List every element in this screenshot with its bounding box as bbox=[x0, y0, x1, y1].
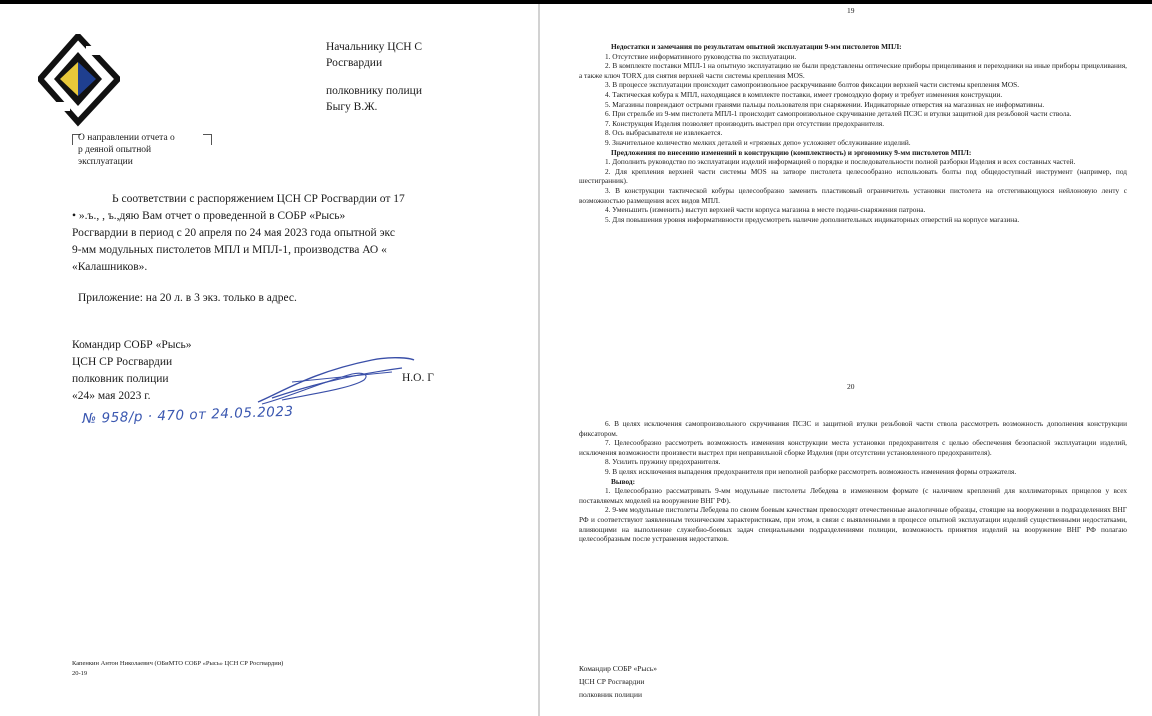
subject-line: О направлении отчета о bbox=[78, 133, 175, 143]
report-signer-line: ЦСН СР Росгвардии bbox=[579, 677, 645, 686]
report-paragraph: 1. Целесообразно рассматривать 9-мм модульные пистолеты Лебедева в измененном формате (с наличием креплений для коллиматорных прицелов у всех поставляемых моделей на вооружение ВНГ РФ). bbox=[579, 486, 1127, 505]
report-signer-line: полковник полиции bbox=[579, 690, 642, 699]
report-paragraph: 2. В комплекте поставки МПЛ-1 на опытную эксплуатацию не были представлены оптические приборы прицеливания и переходники на иные приборы прицеливания, а также ключ TORX для снятия верхней части системы крепления MOS. bbox=[579, 61, 1127, 80]
section-heading: Недостатки и замечания по результатам опытной эксплуатации 9-мм пистолетов МПЛ: bbox=[611, 42, 902, 51]
page-number-mid: 20 bbox=[847, 382, 855, 391]
signer-line: «24» мая 2023 г. bbox=[72, 390, 151, 402]
report-paragraph: 9. В целях исключения выпадения предохранителя при неполной разборке рассмотреть возможность изменения формы отражателя. bbox=[605, 466, 1017, 476]
subject-line: эксплуатации bbox=[78, 157, 133, 167]
page-divider bbox=[538, 4, 540, 716]
proposals-conclusion-section bbox=[579, 419, 1127, 544]
report-paragraph: 3. В процессе эксплуатации происходит самопроизвольное раскручивание болтов фиксации верхней части системы крепления MOS. bbox=[605, 80, 1020, 90]
report-signer-block bbox=[579, 662, 657, 701]
addressee-line: полковнику полици bbox=[326, 85, 422, 97]
report-paragraph: 5. Магазины повреждают острыми гранями пальцы пользователя при снаряжении. Индикаторные отверстия на магазинах не информативны. bbox=[605, 99, 1045, 109]
shortcomings-section bbox=[579, 42, 1127, 224]
report-paragraph: 3. В конструкции тактической кобуры целесообразно заменить пластиковый ограничитель установки пистолета на отстегивающуюся нейлоновую ленту с возможностью размещения всех видов МПЛ. bbox=[579, 185, 1127, 205]
report-paragraph: 8. Ось выбрасывателя не извлекается. bbox=[605, 128, 723, 138]
subject-line: р деяной опытной bbox=[78, 145, 152, 155]
report-paragraph: 7. Конструкция Изделия позволяет производить выстрел при отсутствии предохранителя. bbox=[605, 118, 885, 128]
signer-block bbox=[72, 337, 192, 405]
body-line: 9-мм модульных пистолетов МПЛ и МПЛ-1, производства АО « bbox=[72, 244, 387, 256]
subject-block bbox=[78, 132, 175, 168]
addressee-line: Росгвардии bbox=[326, 56, 383, 69]
executor-block bbox=[72, 659, 283, 679]
appendix-line: Приложение: на 20 л. в 3 экз. только в адрес. bbox=[78, 292, 297, 304]
subject-bracket-right bbox=[203, 134, 212, 145]
body-line: «Калашников». bbox=[72, 261, 148, 273]
body-line: • ».ъ., , ъ.,дяю Вам отчет о проведенной в СОБР «Рысь» bbox=[72, 210, 346, 222]
report-paragraph: 4. Тактическая кобура к МПЛ, находящаяся в комплекте поставки, имеет громоздкую форму и требует изменения конструкции. bbox=[605, 89, 1003, 99]
section-heading: Предложения по внесению изменений в конструкцию (комплектность) и эргономику 9-мм пистолетов МПЛ: bbox=[611, 147, 972, 157]
signer-line: полковник полиции bbox=[72, 373, 169, 385]
report-paragraph: 1. Дополнить руководство по эксплуатации изделий информацией о порядке и последовательности полной разборки Изделия и всех составных частей. bbox=[605, 157, 1076, 167]
report-pages bbox=[541, 4, 1152, 716]
report-paragraph: 6. В целях исключения самопроизвольного скручивания ПСЗС и защитной втулки резьбовой части ствола рассмотреть возможность дополнения конструкции фиксатором. bbox=[579, 419, 1127, 438]
signer-name: Н.О. Г bbox=[402, 372, 434, 384]
executor-line: Капенкин Антон Николаевич (ОБиМТО СОБР «Рысь» ЦСН СР Росгвардии) bbox=[72, 660, 284, 667]
body-line: Ь соответствии с распоряжением ЦСН СР Росгвардии от 17 bbox=[112, 193, 405, 205]
signer-line: Командир СОБР «Рысь» bbox=[72, 339, 192, 351]
report-paragraph: 1. Отсутствие информативного руководства по эксплуатации. bbox=[605, 51, 797, 61]
report-paragraph: 4. Уменьшить (изменить) выступ верхней части корпуса магазина в месте подачи-снаряжения патрона. bbox=[605, 205, 926, 215]
letter-body bbox=[72, 191, 405, 276]
section-heading: Вывод: bbox=[611, 476, 636, 486]
handwritten-signature bbox=[252, 352, 422, 408]
page-number-top: 19 bbox=[847, 6, 855, 15]
agency-emblem-icon bbox=[38, 34, 120, 132]
addressee-block bbox=[326, 40, 422, 115]
report-paragraph: 6. При стрельбе из 9-мм пистолета МПЛ-1 происходит самопроизвольное скручивание деталей ПСЗС и втулки защитной для резьбовой части ствола. bbox=[605, 109, 1072, 119]
addressee-line: Быгу В.Ж. bbox=[326, 100, 378, 113]
report-paragraph: 8. Усилить пружину предохранителя. bbox=[605, 457, 721, 467]
report-paragraph: 5. Для повышения уровня информативности предусмотреть наличие дополнительных индикаторных отверстий на корпусе магазина. bbox=[605, 214, 1020, 224]
report-paragraph: 9. Значительное количество мелких деталей и «грязевых депо» усложняет обслуживание изделий. bbox=[605, 137, 911, 147]
body-line: Росгвардии в период с 20 апреля по 24 мая 2023 года опытной экс bbox=[72, 227, 395, 239]
report-paragraph: 2. 9-мм модульные пистолеты Лебедева по своим боевым качествам превосходят отечественные аналогичные образцы, стоящие на вооружении в подразделениях ВНГ РФ и соответствуют заявленным техническим характеристикам, при этом, в связи с выявленными в процессе опытной эксплуатации изделий существенными недостатками, влияющими на выполнение служебно-боевых задач специальными подразделениями полиции, возможность принятия изделий на вооружение ВНГ РФ полагаю целесообразным после устранения недостатков. bbox=[579, 505, 1127, 544]
signer-line: ЦСН СР Росгвардии bbox=[72, 356, 173, 368]
registration-number: № 958/р · 470 от 24.05.2023 bbox=[82, 403, 294, 427]
executor-line: 20-19 bbox=[72, 670, 88, 677]
report-paragraph: 7. Целесообразно рассмотреть возможность изменения конструкции места установки предохранителя с целью обеспечения безопасной эксплуатации изделий, исключения возможности произвести выстрел при неправильной сборке Изделия (при отсутствии установленного предохранителя). bbox=[579, 438, 1127, 457]
addressee-line: Начальнику ЦСН С bbox=[326, 41, 423, 53]
report-signer-line: Командир СОБР «Рысь» bbox=[579, 664, 657, 673]
cover-letter-page bbox=[0, 4, 540, 716]
report-paragraph: 2. Для крепления верхней части системы MOS на затворе пистолета целесообразно использовать болты под общедоступный инструмент (например, под шестигранник). bbox=[579, 166, 1127, 186]
